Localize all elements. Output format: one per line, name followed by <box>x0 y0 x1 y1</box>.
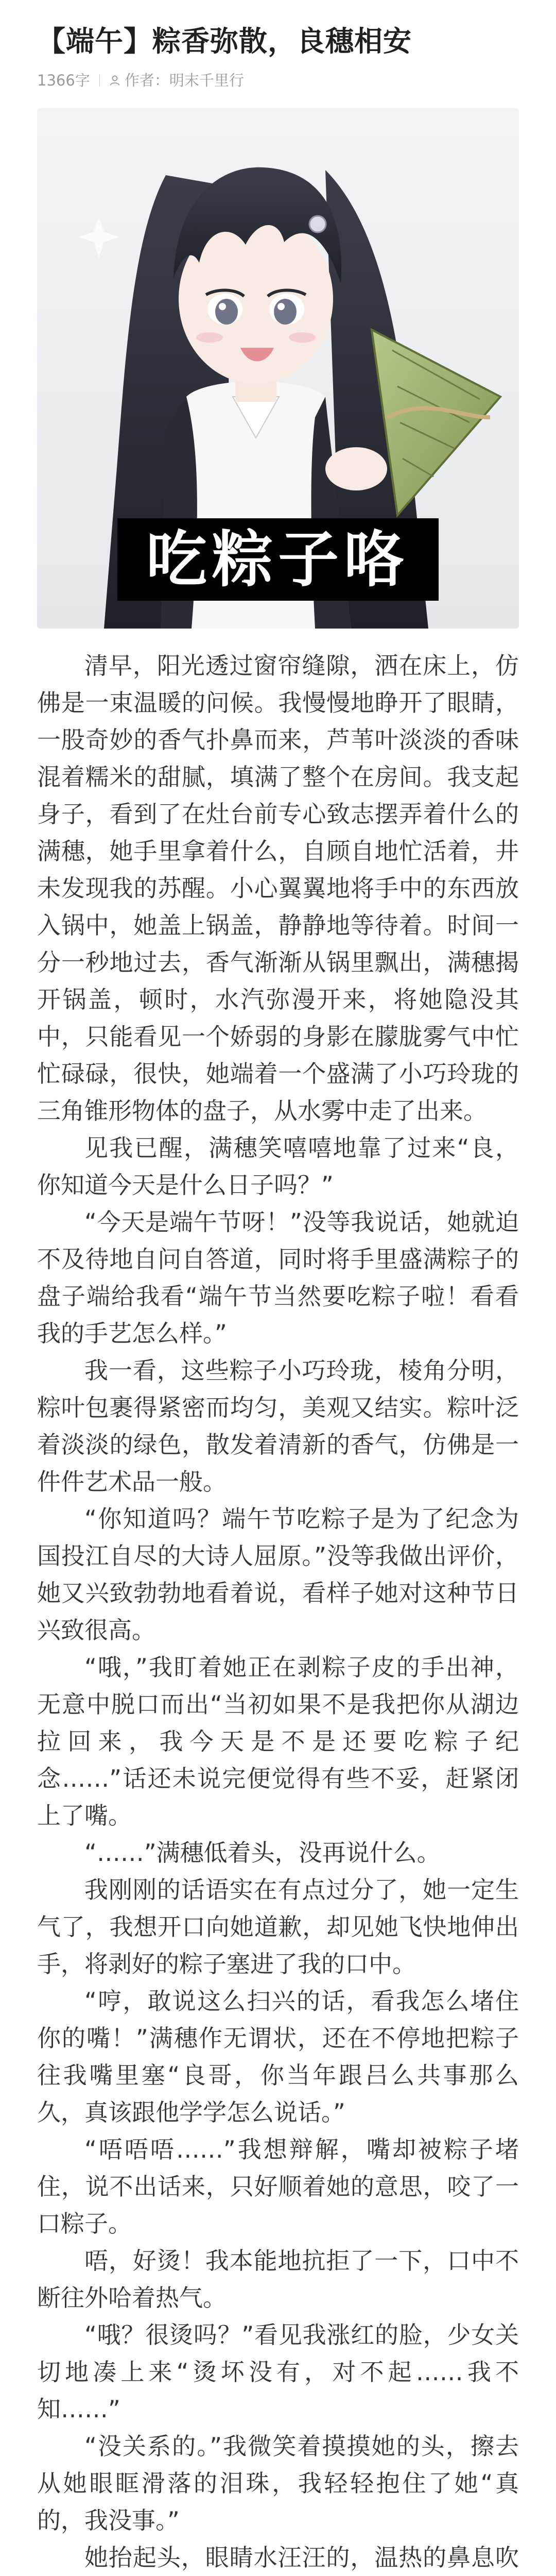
paragraph: “你知道吗？端午节吃粽子是为了纪念为国投江自尽的大诗人屈原。”没等我做出评价，她又兴致勃勃地看着说，看样子她对这种节日兴致很高。 <box>37 1505 519 1644</box>
article-body <box>37 647 519 2576</box>
paragraph: 她抬起头，眼睛水汪汪的，温热的鼻息吹 <box>84 2544 519 2571</box>
word-count: 1366字 <box>37 72 90 89</box>
hero-caption <box>37 518 519 601</box>
paragraph: 我刚刚的话语实在有点过分了，她一定生气了，我想开口向她道歉，却见她飞快地伸出手，将剥好的粽子塞进了我的口中。 <box>37 1876 519 1978</box>
paragraph: “……”满穗低着头，没再说什么。 <box>84 1839 441 1867</box>
author-name[interactable]: 作者：明末千里行 <box>124 72 244 89</box>
paragraph: “哦，”我盯着她正在剥粽子皮的手出神，无意中脱口而出“当初如果不是我把你从湖边拉回来，我今天是不是还要吃粽子纪念……”话还未说完便觉得有些不妥，赶紧闭上了嘴。 <box>37 1653 519 1829</box>
paragraph: 唔，好烫！我本能地抗拒了一下，口中不断往外哈着热气。 <box>37 2247 519 2312</box>
paragraph: “哦？很烫吗？”看见我涨红的脸，少女关切地凑上来“烫坏没有，对不起……我不知……” <box>37 2321 519 2423</box>
paragraph: 清早，阳光透过窗帘缝隙，洒在床上，仿佛是一束温暖的问候。我慢慢地睁开了眼睛，一股奇妙的香气扑鼻而来，芦苇叶淡淡的香味混着糯米的甜腻，填满了整个在房间。我支起身子，看到了在灶台前专心致志摆弄着什么的满穗，她手里拿着什么，自顾自地忙活着，井未发现我的苏醒。小心翼翼地将手中的东西放入锅中，她盖上锅盖，静静地等待着。时间一分一秒地过去，香气渐渐从锅里飘出，满穗揭开锅盖，顿时，水汽弥漫开来，将她隐没其中，只能看见一个娇弱的身影在朦胧雾气中忙忙碌碌，很快，她端着一个盛满了小巧玲珑的三角锥形物体的盘子，从水雾中走了出来。 <box>37 652 519 1125</box>
hero-illustration <box>37 108 519 629</box>
article-title: 【端午】粽香弥散，良穗相安 <box>37 25 412 58</box>
meta-divider <box>99 75 100 86</box>
paragraph: “唔唔唔……”我想辩解，嘴却被粽子堵住，说不出话来，只好顺着她的意思，咬了一口粽子。 <box>37 2136 519 2238</box>
paragraph: “今天是端午节呀！”没等我说话，她就迫不及待地自问自答道，同时将手里盛满粽子的盘子端给我看“端午节当然要吃粽子啦！看看我的手艺怎么样。” <box>37 1208 519 1347</box>
paragraph: 见我已醒，满穗笑嘻嘻地靠了过来“良，你知道今天是什么日子吗？” <box>37 1134 519 1199</box>
article-meta <box>37 70 519 91</box>
paragraph: “没关系的。”我微笑着摸摸她的头，擦去从她眼眶滑落的泪珠，我轻轻抱住了她“真的，我没事。” <box>37 2432 519 2534</box>
hero-caption-text: 吃粽子咯 <box>117 518 439 601</box>
paragraph: “哼，敢说这么扫兴的话，看我怎么堵住你的嘴！”满穗作无谓状，还在不停地把粽子往我嘴里塞“良哥，你当年跟吕么共事那么久，真该跟他学学怎么说话。” <box>37 1987 519 2126</box>
paragraph: 我一看，这些粽子小巧玲珑，棱角分明，粽叶包裹得紧密而均匀，美观又结实。粽叶泛着淡淡的绿色，散发着清新的香气，仿佛是一件件艺术品一般。 <box>37 1357 519 1496</box>
user-icon <box>109 75 120 86</box>
